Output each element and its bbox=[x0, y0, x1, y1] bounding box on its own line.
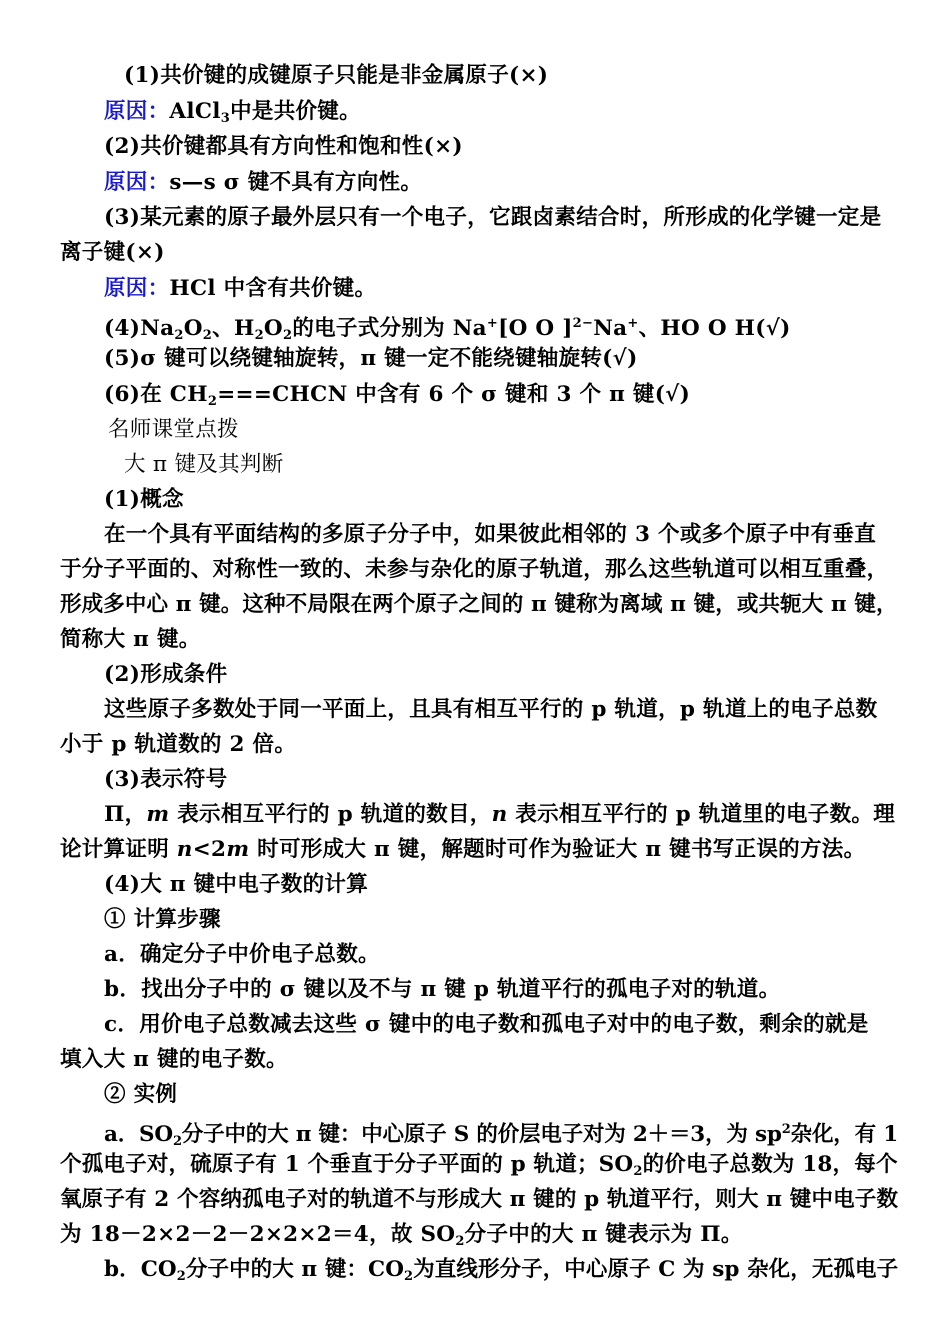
paragraph-line: 这些原子多数处于同一平面上，且具有相互平行的 p 轨道，p 轨道上的电子总数 bbox=[104, 697, 878, 722]
paragraph-line: 在一个具有平面结构的多原子分子中，如果彼此相邻的 3 个或多个原子中有垂直 bbox=[104, 522, 877, 547]
example-a-cont: 氧原子有 2 个容纳孤电子对的轨道不与形成大 π 键的 p 轨道平行，则大 π 键中电子数 bbox=[60, 1187, 899, 1212]
statement-4: $(4)Na_2O_2$、$H_2O_2$的电子式分别为 Na+[O O ]$^{2-}$Na+、HO O H(√) bbox=[104, 316, 791, 343]
reason-3: 原因：HCl 中含有共价键。 bbox=[104, 276, 377, 301]
step-heading: ① 计算步骤 bbox=[104, 907, 221, 932]
paragraph-line: 小于 p 轨道数的 2 倍。 bbox=[60, 732, 297, 757]
reason-label: 原因： bbox=[104, 276, 170, 301]
section-heading: 名师课堂点拨 bbox=[108, 417, 239, 442]
reason-label: 原因： bbox=[104, 99, 170, 124]
statement-6: (6)在 $CH_2===CHCN$ 中含有 6 个 σ 键和 3 个 π 键(√) bbox=[104, 382, 691, 409]
paragraph-line: 于分子平面的、对称性一致的、未参与杂化的原子轨道，那么这些轨道可以相互重叠， bbox=[60, 557, 889, 582]
paragraph-line: 简称大 π 键。 bbox=[60, 627, 201, 652]
example-b: b．$CO_2$分子中的大 π 键：$CO_2$为直线形分子，中心原子 C 为 sp 杂化，无孤电子 bbox=[104, 1257, 899, 1284]
subheading-symbol: (3)表示符号 bbox=[104, 767, 228, 792]
reason-label: 原因： bbox=[104, 170, 170, 195]
subheading-concept: (1)概念 bbox=[104, 487, 184, 512]
statement-2: (2)共价键都具有方向性和饱和性(×) bbox=[104, 134, 463, 159]
statement-5: (5)σ 键可以绕键轴旋转，π 键一定不能绕键轴旋转(√) bbox=[104, 346, 638, 371]
subheading-condition: (2)形成条件 bbox=[104, 662, 228, 687]
step-c: c．用价电子总数减去这些 σ 键中的电子数和孤电子对中的电子数，剩余的就是 bbox=[104, 1012, 869, 1037]
statement-1: (1)共价键的成键原子只能是非金属原子(×) bbox=[124, 63, 549, 88]
reason-1: 原因：AlCl$_3$中是共价键。 bbox=[104, 99, 361, 126]
example-a-cont: 个孤电子对，硫原子有 1 个垂直于分子平面的 p 轨道；$SO_2$的价电子总数为 18，每个 bbox=[60, 1152, 898, 1179]
subheading-count: (4)大 π 键中电子数的计算 bbox=[104, 872, 369, 897]
example-a: a．$SO_2$分子中的大 π 键：中心原子 S 的价层电子对为 2＋＝3，为 $sp^2$杂化，有 1 bbox=[104, 1122, 898, 1149]
example-a-cont: 为 18－2×2－2－2×2×2＝4，故 $SO_2$分子中的大 π 键表示为 Π。 bbox=[60, 1222, 743, 1249]
example-heading: ② 实例 bbox=[104, 1082, 178, 1107]
paragraph-line: 论计算证明 n<2m 时可形成大 π 键，解题时可作为验证大 π 键书写正误的方法。 bbox=[60, 837, 866, 862]
step-c-cont: 填入大 π 键的电子数。 bbox=[60, 1047, 288, 1072]
statement-3-cont: 离子键(×) bbox=[60, 240, 165, 265]
reason-2: 原因：s—s σ 键不具有方向性。 bbox=[104, 170, 423, 195]
step-a: a．确定分子中价电子总数。 bbox=[104, 942, 380, 967]
paragraph-line: Π，m 表示相互平行的 p 轨道的数目，n 表示相互平行的 p 轨道里的电子数。理 bbox=[104, 802, 895, 827]
statement-3: (3)某元素的原子最外层只有一个电子，它跟卤素结合时，所形成的化学键一定是 bbox=[104, 205, 882, 230]
step-b: b．找出分子中的 σ 键以及不与 π 键 p 轨道平行的孤电子对的轨道。 bbox=[104, 977, 781, 1002]
paragraph-line: 形成多中心 π 键。这种不局限在两个原子之间的 π 键称为离域 π 键，或共轭大 π 键， bbox=[60, 592, 898, 617]
topic-title: 大 π 键及其判断 bbox=[124, 452, 284, 477]
